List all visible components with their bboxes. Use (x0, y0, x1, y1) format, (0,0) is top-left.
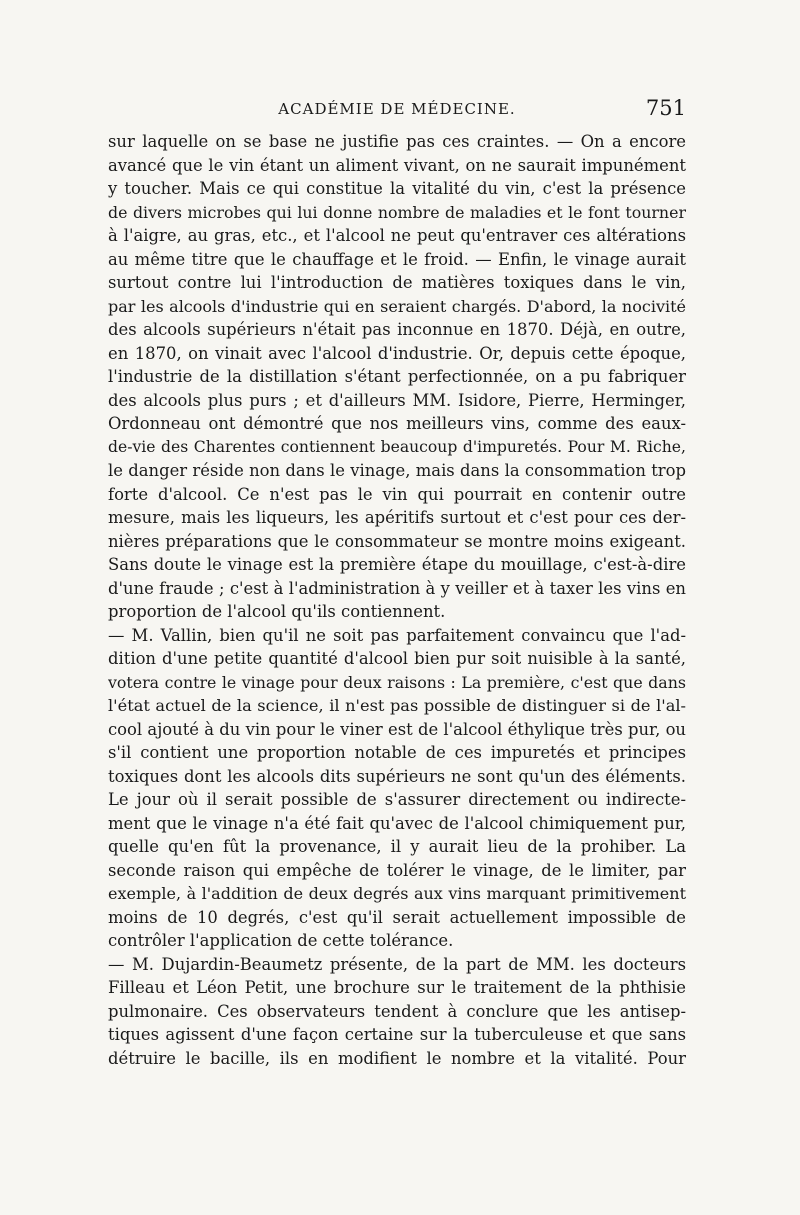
paragraph-last-line: contrôler l'application de cette tolérance. (108, 931, 454, 950)
text-line: des alcools plus purs ; et d'ailleurs MM. Isidore, Pierre, Herminger, (108, 390, 686, 410)
text-line: y toucher. Mais ce qui constitue la vitalité du vin, c'est la présence (108, 179, 686, 198)
text-line: de-vie des Charentes contiennent beaucoup d'impuretés. Pour M. Riche, (108, 437, 686, 456)
text-line: — M. Dujardin-Beaumetz présente, de la part de MM. les docteurs (108, 954, 686, 974)
text-line: au même titre que le chauffage et le froid. — Enfin, le vinage aurait (108, 249, 686, 269)
text-line: nières préparations que le consommateur se montre moins exigeant. (108, 531, 686, 551)
text-line: tiques agissent d'une façon certaine sur la tuberculeuse et que sans (108, 1025, 686, 1044)
text-line: mesure, mais les liqueurs, les apéritifs surtout et c'est pour ces der- (108, 508, 686, 527)
text-line: détruire le bacille, ils en modifient le nombre et la vitalité. Pour (108, 1048, 686, 1068)
text-line: votera contre le vinage pour deux raisons : La première, c'est que dans (108, 672, 686, 692)
text-line: ment que le vinage n'a été fait qu'avec de l'alcool chimiquement pur, (108, 813, 686, 833)
text-line: des alcools supérieurs n'était pas inconnue en 1870. Déjà, en outre, (108, 320, 686, 339)
text-line: Sans doute le vinage est la première étape du mouillage, c'est-à-dire (108, 555, 686, 574)
text-line: toxiques dont les alcools dits supérieurs ne sont qu'un des éléments. (108, 766, 686, 786)
text-line: le danger réside non dans le vinage, mais dans la consommation trop (108, 461, 686, 480)
text-line: cool ajouté à du vin pour le viner est de l'alcool éthylique très pur, ou (108, 719, 686, 739)
text-line: l'industrie de la distillation s'étant perfectionnée, on a pu fabriquer (108, 367, 686, 386)
body-text (108, 130, 686, 1070)
page-number: 751 (645, 96, 686, 120)
text-line: seconde raison qui empêche de tolérer le vinage, de le limiter, par (108, 860, 686, 880)
text-line: pulmonaire. Ces observateurs tendent à conclure que les antisep- (108, 1001, 686, 1021)
text-line: moins de 10 degrés, c'est qu'il serait actuellement impossible de (108, 907, 686, 927)
text-line: de divers microbes qui lui donne nombre de maladies et le font tourner (108, 202, 686, 222)
text-line: dition d'une petite quantité d'alcool bien pur soit nuisible à la santé, (108, 649, 686, 668)
text-line: quelle qu'en fût la provenance, il y aurait lieu de la prohiber. La (108, 837, 686, 856)
text-line: exemple, à l'addition de deux degrés aux vins marquant primitivement (108, 884, 686, 903)
text-line: Ordonneau ont démontré que nos meilleurs vins, comme des eaux- (108, 414, 686, 433)
text-line: d'une fraude ; c'est à l'administration à y veiller et à taxer les vins en (108, 578, 686, 598)
text-line: surtout contre lui l'introduction de matières toxiques dans le vin, (108, 273, 686, 292)
text-line: avancé que le vin étant un aliment vivant, on ne saurait impunément (108, 155, 686, 175)
text-line: s'il contient une proportion notable de ces impuretés et principes (108, 743, 686, 762)
journal-title: ACADÉMIE DE MÉDECINE. (278, 100, 516, 118)
text-line: en 1870, on vinait avec l'alcool d'industrie. Or, depuis cette époque, (108, 343, 686, 363)
text-line: sur laquelle on se base ne justifie pas ces craintes. — On a encore (108, 132, 686, 151)
running-head (108, 96, 686, 122)
paragraph-last-line: proportion de l'alcool qu'ils contiennent. (108, 602, 446, 621)
text-line: à l'aigre, au gras, etc., et l'alcool ne peut qu'entraver ces altérations (108, 226, 686, 245)
text-line: l'état actuel de la science, il n'est pas possible de distinguer si de l'al- (108, 696, 686, 715)
text-line: par les alcools d'industrie qui en seraient chargés. D'abord, la nocivité (108, 296, 686, 316)
text-line: forte d'alcool. Ce n'est pas le vin qui pourrait en contenir outre (108, 484, 686, 504)
text-line: Le jour où il serait possible de s'assurer directement ou indirecte- (108, 790, 686, 809)
text-line: — M. Vallin, bien qu'il ne soit pas parfaitement convaincu que l'ad- (108, 625, 686, 645)
text-line: Filleau et Léon Petit, une brochure sur le traitement de la phthisie (108, 978, 686, 997)
